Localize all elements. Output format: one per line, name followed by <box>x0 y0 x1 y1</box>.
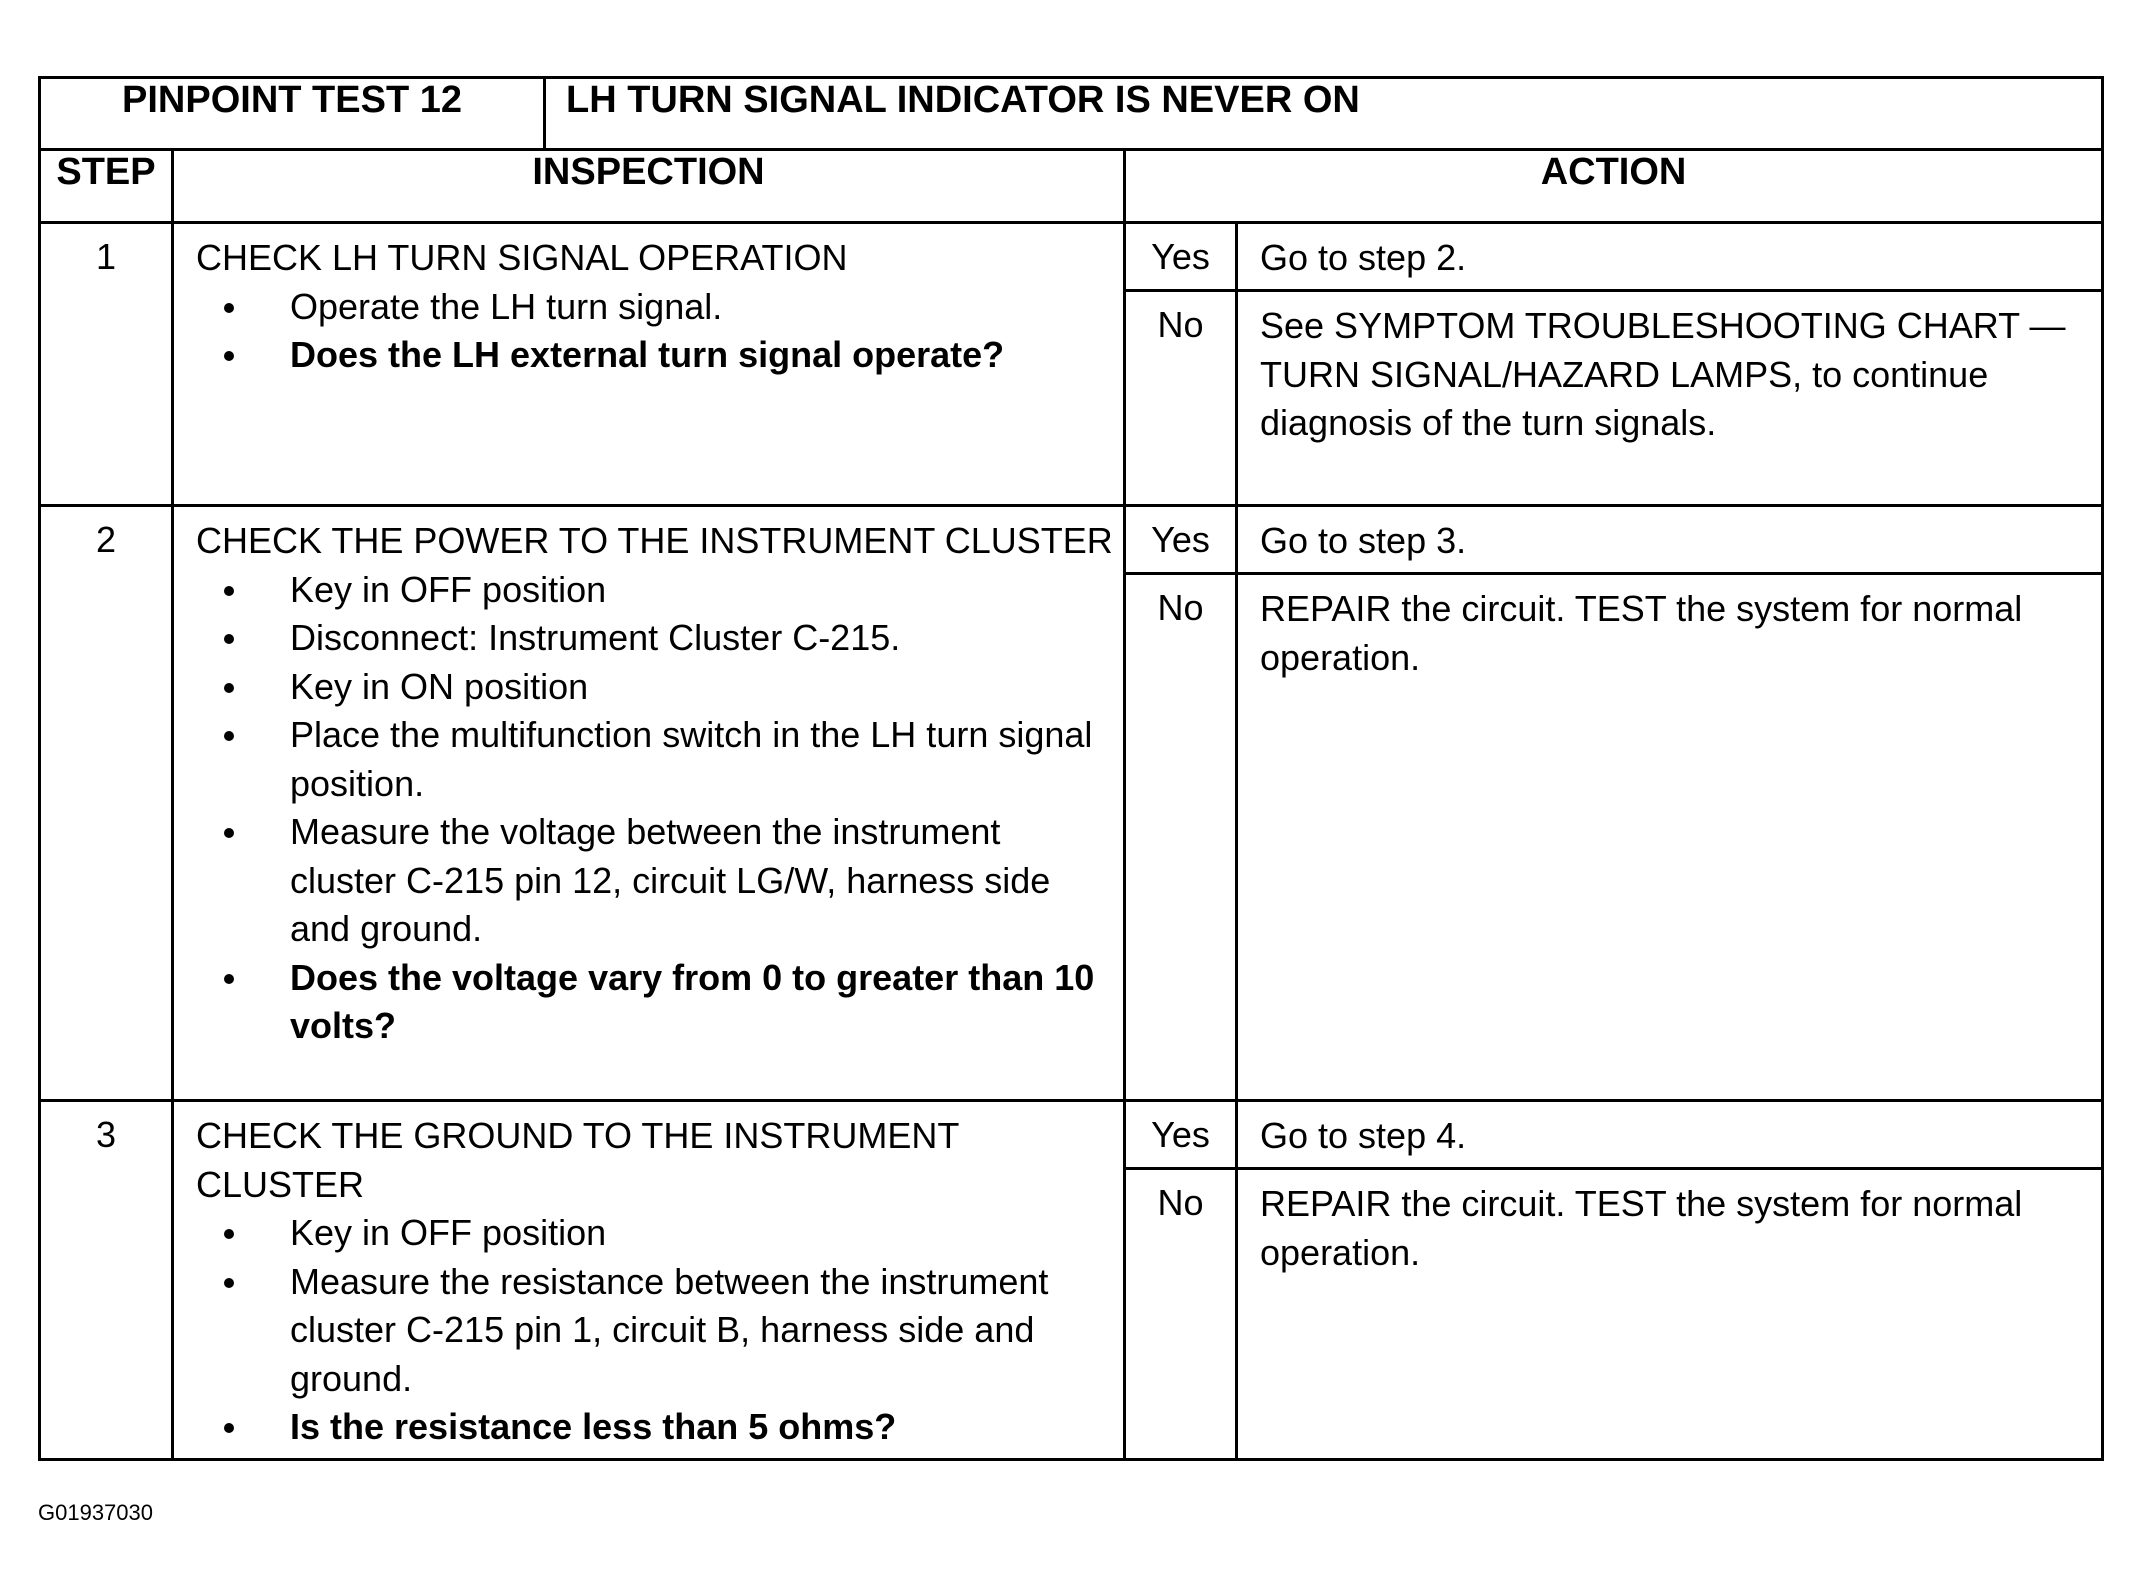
yes-action: Go to step 3. <box>1237 506 2103 574</box>
pinpoint-test-title: LH TURN SIGNAL INDICATOR IS NEVER ON <box>545 78 2103 150</box>
inspection-cell <box>173 223 1125 506</box>
no-action: REPAIR the circuit. TEST the system for normal operation. <box>1237 1169 2103 1460</box>
list-item: Operate the LH turn signal. <box>196 283 1113 332</box>
pinpoint-test-table <box>38 76 2104 1461</box>
step-question: Is the resistance less than 5 ohms? <box>196 1403 1113 1452</box>
action-column-header: ACTION <box>1125 150 2103 223</box>
no-label: No <box>1125 574 1237 1101</box>
step-number: 1 <box>40 223 173 506</box>
step-question: Does the LH external turn signal operate? <box>196 331 1113 380</box>
step-bullet-list <box>196 1209 1113 1452</box>
list-item: Place the multifunction switch in the LH turn signal position. <box>196 711 1113 808</box>
yes-label: Yes <box>1125 506 1237 574</box>
step-title: CHECK THE GROUND TO THE INSTRUMENT CLUSTER <box>196 1115 959 1205</box>
list-item: Key in ON position <box>196 663 1113 712</box>
list-item: Disconnect: Instrument Cluster C-215. <box>196 614 1113 663</box>
test-header-row <box>40 78 2103 150</box>
list-item: Key in OFF position <box>196 566 1113 615</box>
list-item: Key in OFF position <box>196 1209 1113 1258</box>
figure-id: G01937030 <box>38 1500 153 1525</box>
no-label: No <box>1125 291 1237 506</box>
inspection-column-header: INSPECTION <box>173 150 1125 223</box>
table-row <box>40 223 2103 291</box>
inspection-cell <box>173 1101 1125 1460</box>
step-title: CHECK LH TURN SIGNAL OPERATION <box>196 237 848 278</box>
table-row <box>40 506 2103 574</box>
step-bullet-list <box>196 283 1113 380</box>
step-title: CHECK THE POWER TO THE INSTRUMENT CLUSTER <box>196 520 1113 561</box>
pinpoint-test-label: PINPOINT TEST 12 <box>40 78 545 150</box>
step-question: Does the voltage vary from 0 to greater than 10 volts? <box>196 954 1113 1051</box>
inspection-cell <box>173 506 1125 1101</box>
list-item: Measure the resistance between the instrument cluster C-215 pin 1, circuit B, harness side and ground. <box>196 1258 1113 1404</box>
list-item: Measure the voltage between the instrument cluster C-215 pin 12, circuit LG/W, harness side and ground. <box>196 808 1113 954</box>
yes-action: Go to step 4. <box>1237 1101 2103 1169</box>
yes-label: Yes <box>1125 223 1237 291</box>
no-label: No <box>1125 1169 1237 1460</box>
yes-label: Yes <box>1125 1101 1237 1169</box>
yes-action: Go to step 2. <box>1237 223 2103 291</box>
no-action: See SYMPTOM TROUBLESHOOTING CHART — TURN SIGNAL/HAZARD LAMPS, to continue diagnosis of the turn signals. <box>1237 291 2103 506</box>
column-header-row <box>40 150 2103 223</box>
step-bullet-list <box>196 566 1113 1051</box>
no-action: REPAIR the circuit. TEST the system for normal operation. <box>1237 574 2103 1101</box>
step-number: 2 <box>40 506 173 1101</box>
table-row <box>40 1101 2103 1169</box>
step-number: 3 <box>40 1101 173 1460</box>
step-column-header: STEP <box>40 150 173 223</box>
